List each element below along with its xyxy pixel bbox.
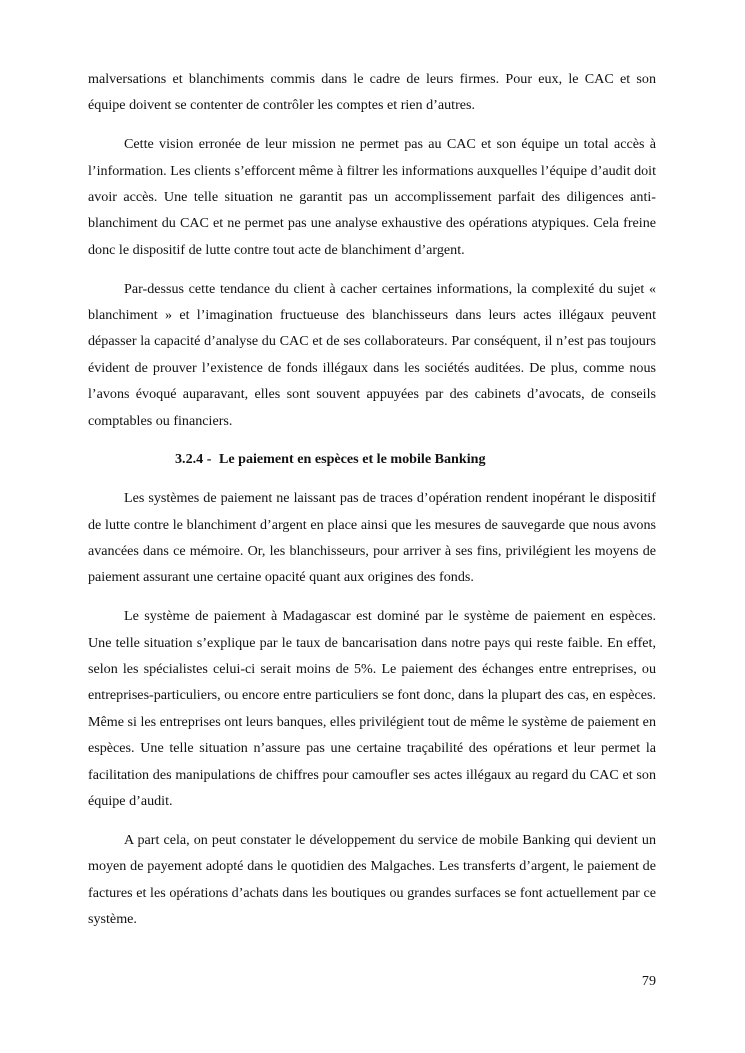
paragraph-complexite-sujet: Par-dessus cette tendance du client à cacher certaines informations, la complexité du sujet « blanchiment » et l’imagination fructueuse des blanchisseurs dans leurs actes illégaux peuvent dépasser la capacité d’analyse du CAC et de ses collaborateurs. Par conséquent, il n’est pas toujours évident de prouver l’existence de fonds illégaux dans les sociétés auditées. De plus, comme nous l’avons évoqué auparavant, elles sont souvent appuyées par des cabinets d’avocats, de conseils comptables ou financiers. [88, 280, 656, 429]
page-number: 79 [641, 973, 656, 989]
paragraph-continuation: malversations et blanchiments commis dans le cadre de leurs firmes. Pour eux, le CAC et son équipe doivent se contenter de contrôler les comptes et rien d’autres. [88, 71, 656, 114]
section-number: 3.2.4 - [175, 451, 212, 468]
section-title: Le paiement en espèces et le mobile Banking [218, 451, 486, 468]
paragraph-systemes-paiement: Les systèmes de paiement ne laissant pas de traces d’opération rendent inopérant le dispositif de lutte contre le blanchiment d’argent en place ainsi que les mesures de sauvegarde que nous avons avancées dans ce mémoire. Or, les blanchisseurs, pour arriver à ses fins, privilégient les moyens de paiement assurant une certaine opacité quant aux origines des fonds. [88, 490, 656, 586]
paragraph-mobile-banking: A part cela, on peut constater le développement du service de mobile Banking qui devient un moyen de payement adopté dans le quotidien des Malgaches. Les transferts d’argent, le paiement de factures et les opérations d’achats dans les boutiques ou grandes surfaces se font actuellement par ce système. [88, 831, 656, 928]
paragraph-madagascar-especes: Le système de paiement à Madagascar est dominé par le système de paiement en espèces. Une telle situation s’explique par le taux de bancarisation dans notre pays qui reste faible. En effet, selon les spécialistes celui-ci serait moins de 5%. Le paiement des échanges entre entreprises, ou entreprises-particuliers, ou encore entre particuliers se font donc, dans la plupart des cas, en espèces. Même si les entreprises ont leurs banques, elles privilégient tout de même le système de paiement en espèces. Une telle situation n’assure pas une certaine traçabilité des opérations et leur permet la facilitation des manipulations de chiffres pour camoufler ses actes illégaux au regard du CAC et son équipe d’audit. [88, 608, 656, 810]
paragraph-vision-erronee: Cette vision erronée de leur mission ne permet pas au CAC et son équipe un total accès à l’information. Les clients s’efforcent même à filtrer les informations auxquelles l’équipe d’audit doit avoir accès. Une telle situation ne garantit pas un accomplissement parfait des diligences anti-blanchiment du CAC et ne permet pas une analyse exhaustive des opérations atypiques. Cela freine donc le dispositif de lutte contre tout acte de blanchiment d’argent. [88, 136, 656, 258]
section-heading [88, 446, 656, 472]
document-page [88, 66, 656, 945]
